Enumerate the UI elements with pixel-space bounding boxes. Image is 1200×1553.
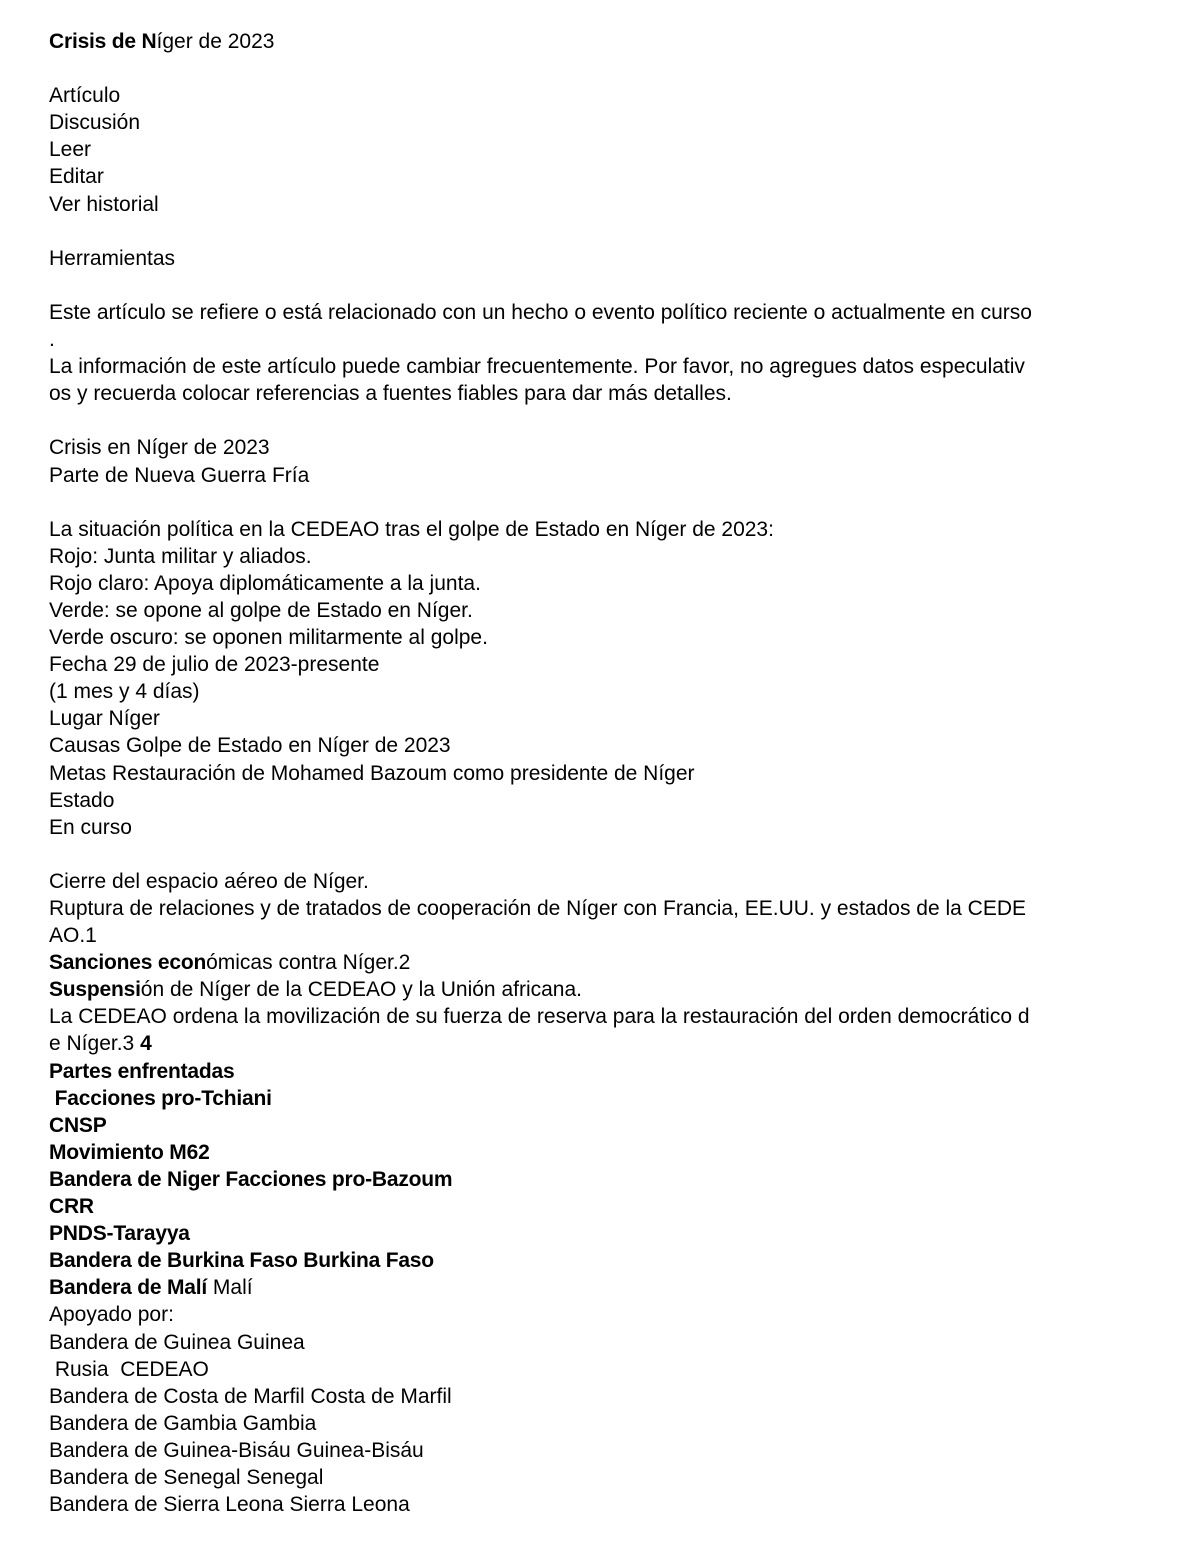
infobox-field-duration: (1 mes y 4 días) xyxy=(49,680,200,704)
result-rest: ómicas contra Níger.2 xyxy=(206,951,411,975)
result-text: e Níger.3 xyxy=(49,1032,141,1056)
result-item-mobilization: La CEDEAO ordena la movilización de su fuerza de reserva para la restauración del orden democrático d xyxy=(49,1005,1030,1029)
spacer xyxy=(49,55,1159,82)
current-event-notice: . xyxy=(49,328,55,352)
infobox-field-status-label: Estado xyxy=(49,788,115,812)
tab-article[interactable]: Artículo xyxy=(49,84,121,108)
current-event-notice: Este artículo se refiere o está relacionado con un hecho o evento político reciente o actualmente en curso xyxy=(49,300,1032,324)
spacer xyxy=(49,407,1159,434)
belligerent-item: Movimiento M62 xyxy=(49,1140,210,1164)
infobox-part-of: Parte de Nueva Guerra Fría xyxy=(49,463,310,487)
infobox-field-date: Fecha 29 de julio de 2023-presente xyxy=(49,653,380,677)
page-title xyxy=(49,28,1159,55)
page-title-rest: íger de 2023 xyxy=(156,30,275,53)
belligerent-item: PNDS-Tarayya xyxy=(49,1222,190,1246)
support-item: Bandera de Gambia Gambia xyxy=(49,1411,317,1435)
document-page xyxy=(49,28,1159,1518)
spacer xyxy=(49,218,1159,245)
spacer xyxy=(49,841,1159,868)
tools-menu[interactable]: Herramientas xyxy=(49,246,176,270)
action-edit[interactable]: Editar xyxy=(49,165,104,189)
spacer xyxy=(49,272,1159,299)
result-item-suspension xyxy=(49,976,1159,1003)
belligerent-item: Bandera de Burkina Faso Burkina Faso xyxy=(49,1249,434,1273)
support-item: Rusia CEDEAO xyxy=(49,1357,209,1381)
map-caption: La situación política en la CEDEAO tras el golpe de Estado en Níger de 2023: xyxy=(49,517,774,541)
support-item: Bandera de Senegal Senegal xyxy=(49,1465,324,1489)
support-item: Bandera de Sierra Leona Sierra Leona xyxy=(49,1493,410,1517)
infobox-field-status-value: En curso xyxy=(49,815,132,839)
result-item: AO.1 xyxy=(49,924,97,948)
support-item: Bandera de Guinea Guinea xyxy=(49,1330,305,1354)
current-event-notice: os y recuerda colocar referencias a fuentes fiables para dar más detalles. xyxy=(49,382,732,406)
flag-label: Bandera de Malí xyxy=(49,1276,208,1300)
belligerent-item: CNSP xyxy=(49,1113,107,1137)
infobox-field-causes: Causas Golpe de Estado en Níger de 2023 xyxy=(49,734,451,758)
country-name: Malí xyxy=(207,1276,253,1300)
reference-link[interactable]: 4 xyxy=(140,1032,152,1056)
belligerent-item-mali xyxy=(49,1274,1159,1301)
belligerent-item: Bandera de Niger Facciones pro-Bazoum xyxy=(49,1167,453,1191)
result-bold-part: Sanciones econ xyxy=(49,951,207,975)
tab-discussion[interactable]: Discusión xyxy=(49,111,141,135)
map-caption: Verde oscuro: se oponen militarmente al golpe. xyxy=(49,626,488,650)
result-item: Cierre del espacio aéreo de Níger. xyxy=(49,869,369,893)
support-item: Bandera de Guinea-Bisáu Guinea-Bisáu xyxy=(49,1438,424,1462)
spacer xyxy=(49,489,1159,516)
action-read[interactable]: Leer xyxy=(49,138,92,162)
result-bold-part: Suspensi xyxy=(49,978,141,1002)
map-caption: Verde: se opone al golpe de Estado en Níger. xyxy=(49,598,473,622)
infobox-title: Crisis en Níger de 2023 xyxy=(49,436,270,460)
supported-by-label: Apoyado por: xyxy=(49,1303,174,1327)
map-caption: Rojo: Junta militar y aliados. xyxy=(49,544,312,568)
infobox-field-place: Lugar Níger xyxy=(49,707,160,731)
result-item: Ruptura de relaciones y de tratados de cooperación de Níger con Francia, EE.UU. y estados de la CEDE xyxy=(49,897,1027,920)
support-item: Bandera de Costa de Marfil Costa de Marfil xyxy=(49,1384,452,1408)
map-caption: Rojo claro: Apoya diplomáticamente a la junta. xyxy=(49,571,481,595)
result-item-sanctions xyxy=(49,949,1159,976)
action-view-history[interactable]: Ver historial xyxy=(49,192,159,216)
current-event-notice: La información de este artículo puede cambiar frecuentemente. Por favor, no agregues datos especulativ xyxy=(49,355,1025,379)
belligerent-item: Facciones pro-Tchiani xyxy=(49,1086,272,1110)
result-item-mobilization xyxy=(49,1030,1159,1057)
belligerent-item: CRR xyxy=(49,1195,94,1219)
page-title-bold: Crisis de N xyxy=(49,30,157,53)
belligerents-heading: Partes enfrentadas xyxy=(49,1059,235,1083)
result-rest: ón de Níger de la CEDEAO y la Unión africana. xyxy=(140,978,582,1002)
infobox-field-goals: Metas Restauración de Mohamed Bazoum como presidente de Níger xyxy=(49,761,695,785)
